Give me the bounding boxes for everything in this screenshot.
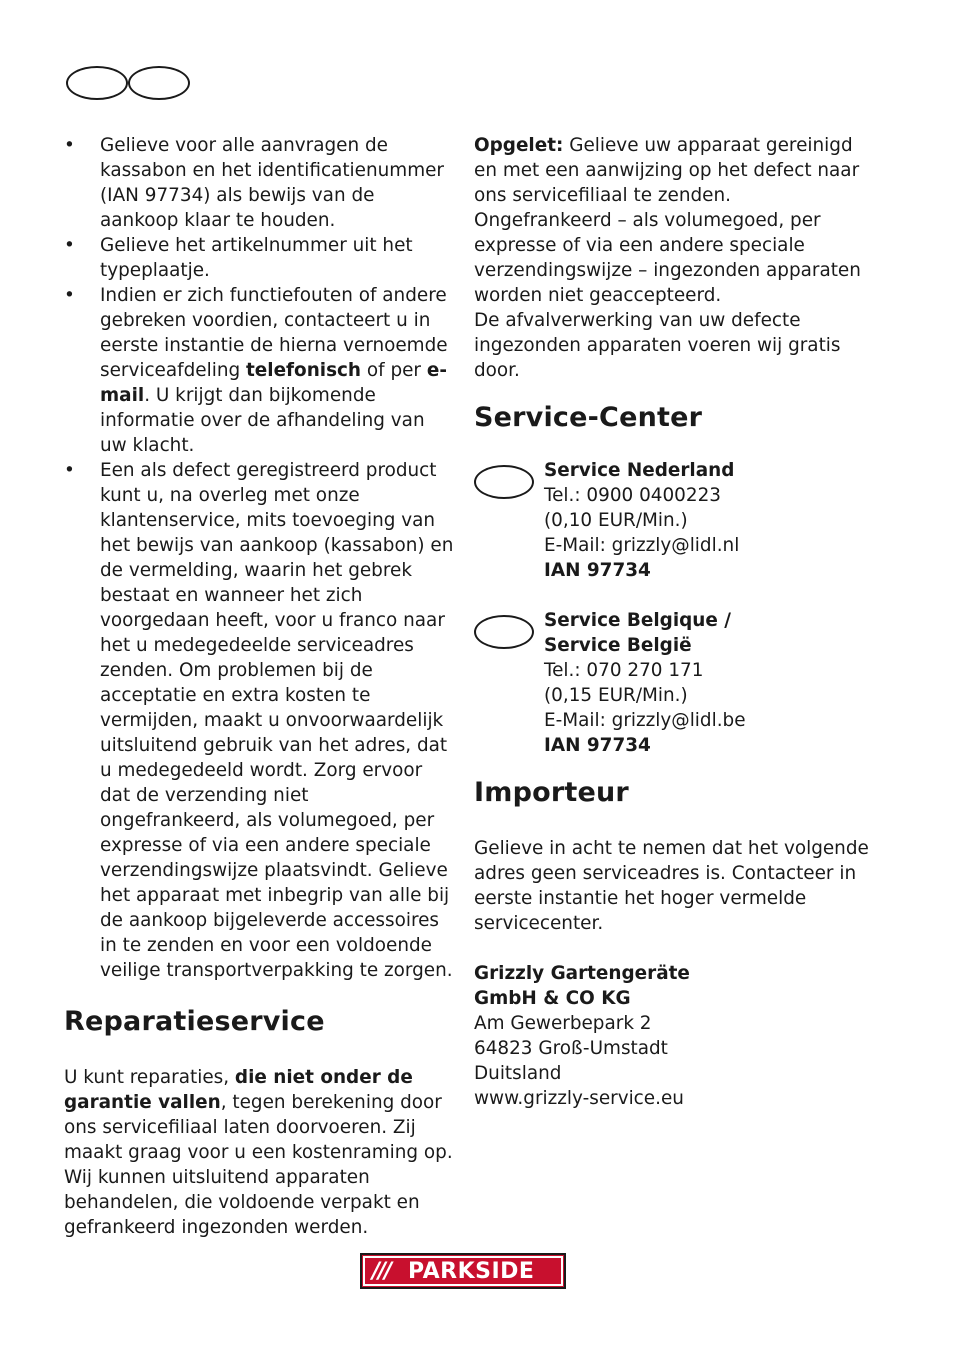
country: Duitsland (474, 1063, 562, 1084)
note-label: Opgelet: (474, 135, 564, 156)
language-badges (66, 66, 190, 100)
language-badge-2 (128, 66, 190, 100)
service-email: E-Mail: grizzly@lidl.be (544, 710, 746, 731)
service-center-heading: Service-Center (474, 402, 703, 433)
service-rate: (0,10 EUR/Min.) (544, 510, 688, 531)
country-oval-icon (474, 465, 534, 499)
country-oval-icon (474, 615, 534, 649)
service-belgie (474, 608, 874, 758)
note-paragraph-3: De afvalverwerking van uw defecte ingezonden apparaten voeren wij gratis door. (474, 310, 841, 381)
logo-brand: PARKSIDE (408, 1258, 535, 1284)
service-nederland (474, 458, 874, 583)
service-ian: IAN 97734 (544, 735, 651, 756)
company-name: Grizzly Gartengeräte (474, 963, 690, 984)
street: Am Gewerbepark 2 (474, 1013, 652, 1034)
service-rate: (0,15 EUR/Min.) (544, 685, 688, 706)
bold-telefonisch: telefonisch (246, 360, 362, 381)
bullet-item: • Gelieve het artikelnummer uit het typeplaatje. (64, 233, 454, 283)
repair-paragraph-2: Wij kunnen uitsluitend apparaten behandelen, die voldoende verpakt en gefrankeerd ingezonden werden. (64, 1167, 420, 1238)
city: 64823 Groß-Umstadt (474, 1038, 668, 1059)
service-email: E-Mail: grizzly@lidl.nl (544, 535, 740, 556)
logo-stripes: /// (372, 1258, 391, 1284)
service-phone: Tel.: 0900 0400223 (544, 485, 721, 506)
language-badge-1 (66, 66, 128, 100)
service-phone: Tel.: 070 270 171 (544, 660, 704, 681)
service-title: Service Nederland (544, 460, 735, 481)
website: www.grizzly-service.eu (474, 1088, 684, 1109)
note-paragraph-2: Ongefrankeerd – als volumegoed, per expresse of via een andere speciale verzendingswijze – ingezonden apparaten worden niet geaccepteerd. (474, 210, 861, 306)
parkside-logo (360, 1253, 566, 1289)
bullet-item: • Gelieve voor alle aanvragen de kassabon en het identificatienummer (IAN 97734) als bewijs van de aankoop klaar te houden. (64, 133, 454, 233)
importer-heading: Importeur (474, 777, 629, 808)
company-name-2: GmbH & CO KG (474, 988, 631, 1009)
left-column (64, 133, 454, 1240)
service-ian: IAN 97734 (544, 560, 651, 581)
repair-paragraph: U kunt reparaties, die niet onder de garantie vallen, tegen berekening door ons servicefiliaal laten doorvoeren. Zij maakt graag voor u een kostenraming op. (64, 1067, 453, 1163)
importer-paragraph: Gelieve in acht te nemen dat het volgende adres geen serviceadres is. Contacteer in eerste instantie het hoger vermelde servicecenter. (474, 838, 869, 934)
repair-heading: Reparatieservice (64, 1006, 325, 1037)
warranty-bullet-list (64, 133, 454, 983)
note-paragraph: Opgelet: Gelieve uw apparaat gereinigd en met een aanwijzing op het defect naar ons servicefiliaal te zenden. (474, 135, 860, 206)
right-column (474, 133, 874, 1111)
bullet-item: • Indien er zich functiefouten of andere gebreken voordien, contacteert u in eerste instantie de hierna vernoemde serviceafdeling telefonisch of per e-mail. U krijgt dan bijkomende informatie over de afhandeling van uw klacht. (64, 283, 454, 458)
bold-email: e-mail (100, 360, 447, 406)
importer-address (474, 961, 874, 1111)
bullet-item: • Een als defect geregistreerd product kunt u, na overleg met onze klantenservice, mits toevoeging van het bewijs van aankoop (kassabon) en de vermelding, waarin het gebrek bestaat en wanneer het zich voorgedaan heeft, voor u franco naar het u medegedeelde serviceadres zenden. Om problemen bij de acceptatie en extra kosten te vermijden, maakt u onvoorwaardelijk uitsluitend gebruik van het adres, dat u medegedeeld wordt. Zorg ervoor dat de verzending niet ongefrankeerd, als volumegoed, per expresse of via een andere speciale verzendingswijze plaatsvindt. Gelieve het apparaat met inbegrip van alle bij de aankoop bijgeleverde accessoires in te zenden en voor een voldoende veilige transportverpakking te zorgen. (64, 458, 454, 983)
service-title: Service Belgique / Service België (544, 610, 731, 656)
